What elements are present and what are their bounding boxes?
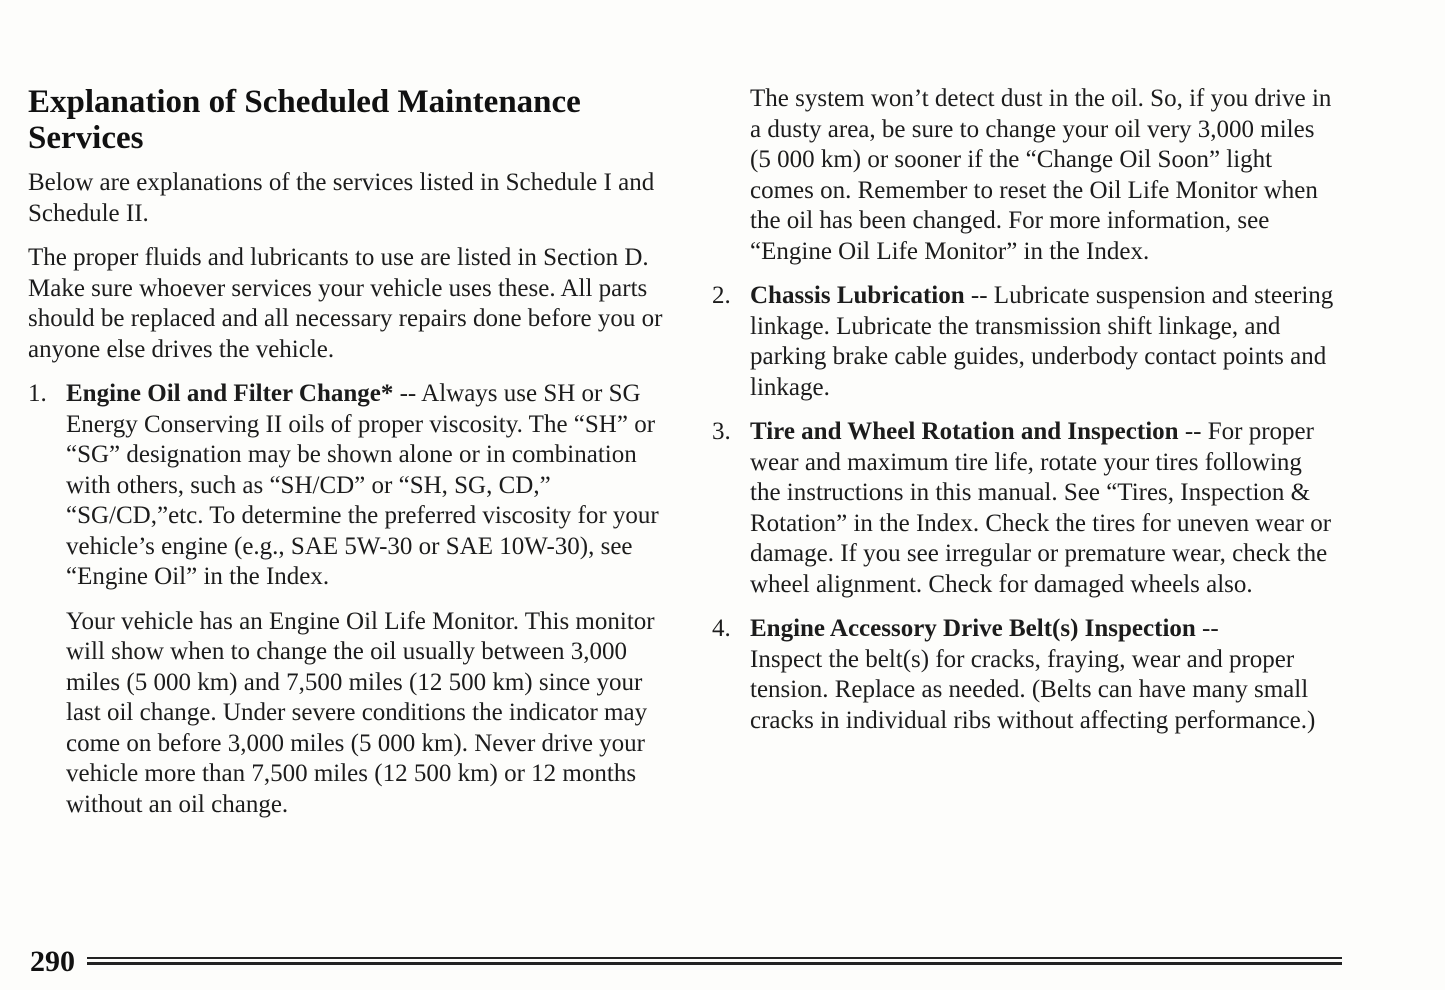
list-item-belt-inspection — [712, 614, 1337, 736]
list-item-number: 3. — [712, 418, 731, 445]
list-item-body — [66, 379, 668, 820]
list-item-text: Always use SH or SG Energy Conserving II oils of proper viscosity. The “SH” or “SG” designation may be shown alone or in combination with others, such as “SH/CD” or “SH, SG, CD,” “SG/CD,”etc. To determine the preferred viscosity for your vehicle’s engine (e.g., SAE 5W-30 or SAE 10W-30), see “Engine Oil” in the Index. — [66, 380, 659, 590]
list-item-paragraph — [66, 379, 668, 593]
list-item-chassis-lubrication — [712, 281, 1337, 403]
list-item-separator: -- — [1178, 418, 1208, 445]
intro-paragraph-2: The proper fluids and lubricants to use are listed in Section D. Make sure whoever services your vehicle uses these. All parts should be replaced and all necessary repairs done before you or anyone else drives the vehicle. — [28, 244, 663, 363]
list-item-text: Inspect the belt(s) for cracks, fraying, wear and proper tension. Replace as needed. (Belts can have many small cracks in individual ribs without affecting performance.) — [750, 645, 1316, 734]
list-item-body — [750, 614, 1337, 736]
list-item-body — [750, 417, 1337, 600]
list-item-paragraph — [750, 417, 1337, 600]
list-item-continued-paragraph: The system won’t detect dust in the oil. So, if you drive in a dusty area, be sure to change your oil very 3,000 miles (5 000 km) or sooner if the “Change Oil Soon” light comes on. Remember to reset the Oil Life Monitor when the oil has been changed. For more information, see “Engine Oil Life Monitor” in the Index. — [750, 85, 1332, 265]
list-item-separator: -- — [393, 380, 422, 407]
list-item-number: 1. — [28, 380, 47, 407]
list-item-separator: -- — [1195, 615, 1219, 642]
list-item-heading: Engine Oil and Filter Change* — [66, 380, 394, 407]
list-item-heading: Engine Accessory Drive Belt(s) Inspection — [750, 615, 1196, 642]
list-item-separator: -- — [964, 282, 994, 309]
footer-rule — [87, 957, 1342, 967]
list-item-heading: Tire and Wheel Rotation and Inspection — [750, 418, 1179, 445]
list-item-paragraph — [750, 281, 1337, 403]
list-item-text: For proper wear and maximum tire life, rotate your tires following the instructions in this manual. See “Tires, Inspection & Rotation” in the Index. Check the tires for uneven wear or damage. If you see irregular or premature wear, check the wheel alignment. Check for damaged wheels also. — [750, 418, 1332, 598]
list-item-tire-rotation — [712, 417, 1337, 600]
list-item-body — [750, 281, 1337, 403]
list-item-number: 2. — [712, 282, 731, 309]
list-item-number: 4. — [712, 615, 731, 642]
page-number: 290 — [30, 945, 75, 978]
list-item-engine-oil — [28, 379, 668, 820]
intro-paragraph-1: Below are explanations of the services listed in Schedule I and Schedule II. — [28, 169, 655, 227]
left-column — [28, 84, 668, 834]
list-item-paragraph — [750, 614, 1337, 736]
page-title: Explanation of Scheduled Maintenance Services — [28, 84, 581, 156]
list-item-text: Lubricate suspension and steering linkage. Lubricate the transmission shift linkage, and parking brake cable guides, underbody contact points and linkage. — [750, 282, 1334, 401]
list-item-paragraph-2: Your vehicle has an Engine Oil Life Monitor. This monitor will show when to change the oil usually between 3,000 miles (5 000 km) and 7,500 miles (12 500 km) since your last oil change. Under severe conditions the indicator may come on before 3,000 miles (5 000 km). Never drive your vehicle more than 7,500 miles (12 500 km) or 12 months without an oil change. — [66, 607, 655, 818]
right-column — [712, 84, 1337, 750]
list-item-heading: Chassis Lubrication — [750, 282, 965, 309]
page-footer — [30, 944, 1342, 980]
